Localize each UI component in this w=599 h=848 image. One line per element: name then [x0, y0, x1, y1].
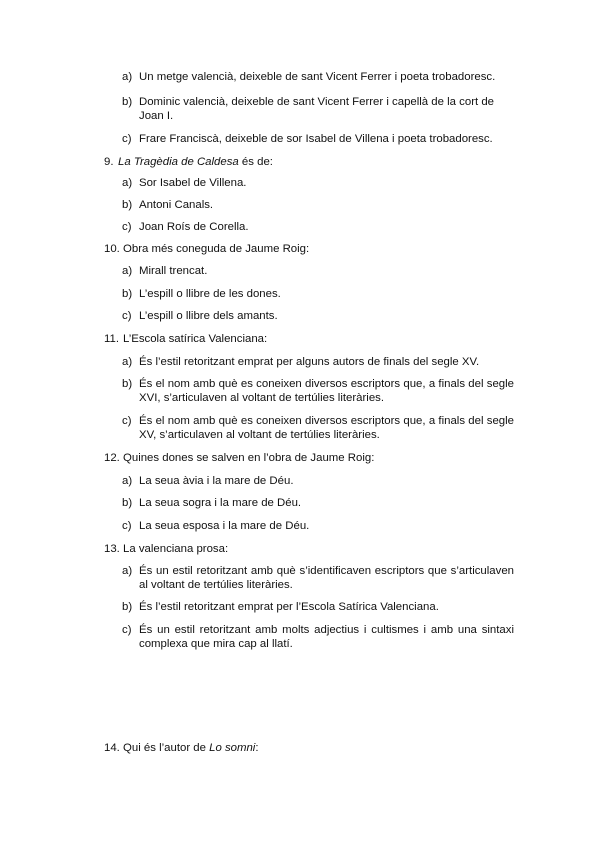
- option-text: Mirall trencat.: [139, 265, 208, 277]
- question-number: 11.: [104, 333, 119, 345]
- option-letter: b): [122, 96, 133, 108]
- option-letter: c): [122, 221, 132, 233]
- list-item: [122, 414, 514, 442]
- question-heading: [104, 242, 309, 256]
- option-text: Frare Franciscà, deixeble de sor Isabel de Villena i poeta trobadoresc.: [139, 133, 493, 145]
- option-text: Sor Isabel de Villena.: [139, 177, 247, 189]
- question-number: 9.: [104, 156, 114, 168]
- list-item: [122, 264, 514, 278]
- option-letter: b): [122, 601, 133, 613]
- option-letter: a): [122, 356, 133, 368]
- question-title: L’Escola satírica Valenciana:: [123, 333, 268, 345]
- list-item: [122, 600, 514, 614]
- question-heading: [104, 542, 228, 556]
- question-number: 12.: [104, 452, 120, 464]
- option-letter: b): [122, 497, 133, 509]
- list-item: [122, 355, 514, 369]
- option-letter: a): [122, 177, 133, 189]
- list-item: [122, 623, 514, 651]
- question-heading: [104, 451, 374, 465]
- option-text: És l’estil retoritzant emprat per alguns autors de finals del segle XV.: [139, 356, 480, 368]
- option-text: Antoni Canals.: [139, 199, 214, 211]
- list-item: [122, 70, 514, 84]
- option-text: La seua sogra i la mare de Déu.: [139, 497, 302, 509]
- question-title-italic: La Tragèdia de Caldesa: [118, 156, 239, 168]
- question-title: Obra més coneguda de Jaume Roig:: [123, 243, 310, 255]
- option-letter: c): [122, 310, 132, 322]
- option-letter: a): [122, 71, 133, 83]
- option-text: La seua esposa i la mare de Déu.: [139, 520, 310, 532]
- option-letter: a): [122, 475, 133, 487]
- list-item: [122, 132, 514, 146]
- option-text: És el nom amb què es coneixen diversos escriptors que, a finals del segle XV, s’articulaven al voltant de tertúlies literàries.: [139, 415, 514, 441]
- option-letter: a): [122, 265, 133, 277]
- option-letter: c): [122, 520, 132, 532]
- question-title-end: :: [255, 742, 259, 754]
- option-letter: b): [122, 378, 133, 390]
- list-item: [122, 287, 514, 301]
- option-letter: c): [122, 415, 132, 427]
- list-item: [122, 309, 514, 323]
- option-letter: b): [122, 199, 133, 211]
- question-heading: [104, 741, 259, 755]
- list-item: [122, 496, 514, 510]
- question-heading: [104, 155, 273, 169]
- question-number: 10.: [104, 243, 120, 255]
- option-letter: a): [122, 565, 133, 577]
- question-title: és de:: [238, 156, 273, 168]
- list-item: [122, 377, 514, 405]
- list-item: [122, 198, 514, 212]
- option-text: L’espill o llibre dels amants.: [139, 310, 278, 322]
- list-item: [122, 176, 514, 190]
- question-number: 14.: [104, 742, 120, 754]
- question-title-italic: Lo somni: [209, 742, 256, 754]
- option-letter: c): [122, 624, 132, 636]
- option-text: Joan Roís de Corella.: [139, 221, 249, 233]
- option-text: És l’estil retoritzant emprat per l’Escola Satírica Valenciana.: [139, 601, 439, 613]
- question-heading: [104, 332, 267, 346]
- option-text: Un metge valencià, deixeble de sant Vicent Ferrer i poeta trobadoresc.: [139, 71, 496, 83]
- list-item: [122, 95, 514, 123]
- question-title: Qui és l’autor de: [123, 742, 210, 754]
- option-letter: b): [122, 288, 133, 300]
- option-text: La seua àvia i la mare de Déu.: [139, 475, 294, 487]
- list-item: [122, 220, 514, 234]
- question-number: 13.: [104, 543, 120, 555]
- option-text: És un estil retoritzant amb molts adjectius i cultismes i amb una sintaxi complexa que mira cap al llatí.: [139, 624, 514, 650]
- list-item: [122, 564, 514, 592]
- option-text: L’espill o llibre de les dones.: [139, 288, 281, 300]
- option-text: Dominic valencià, deixeble de sant Vicent Ferrer i capellà de la cort de Joan I.: [139, 96, 494, 122]
- option-text: És un estil retoritzant amb què s’identificaven escriptors que s’articulaven al voltant de tertúlies literàries.: [139, 565, 514, 591]
- option-text: És el nom amb què es coneixen diversos escriptors que, a finals del segle XVI, s’articulaven al voltant de tertúlies literàries.: [139, 378, 514, 404]
- option-letter: c): [122, 133, 132, 145]
- list-item: [122, 519, 514, 533]
- question-title: La valenciana prosa:: [123, 543, 229, 555]
- question-title: Quines dones se salven en l’obra de Jaume Roig:: [123, 452, 375, 464]
- list-item: [122, 474, 514, 488]
